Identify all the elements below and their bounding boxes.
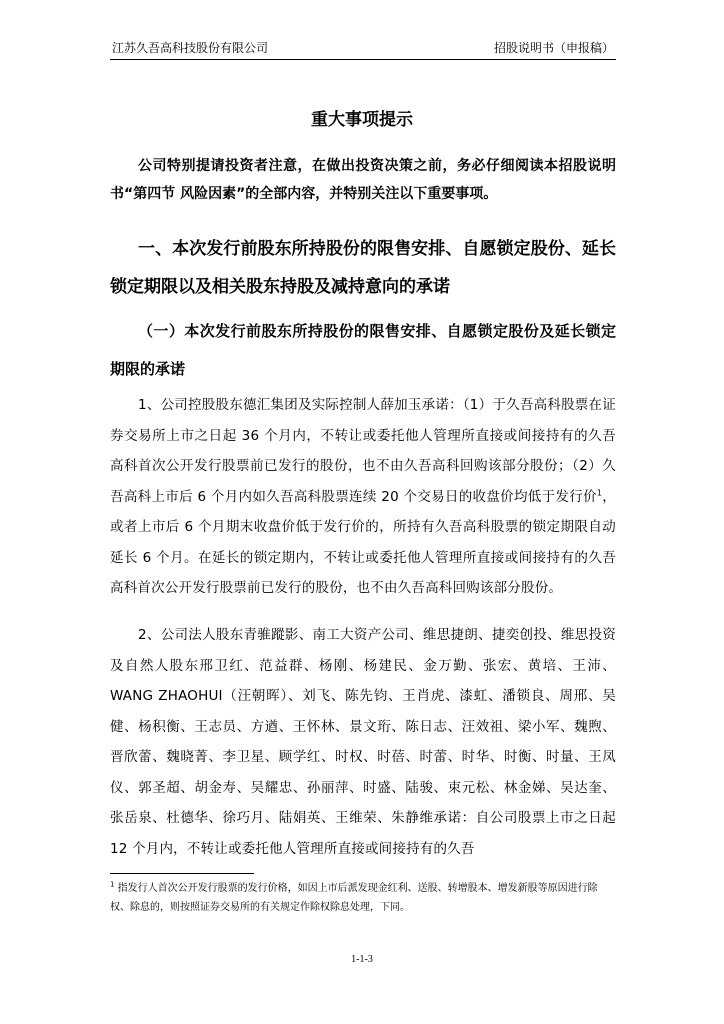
footnote-mark: 1 bbox=[110, 880, 115, 889]
footnote bbox=[110, 879, 616, 917]
footnote-reference: 1 bbox=[596, 488, 603, 497]
paragraph-1-text-a: 1、公司控股股东德汇集团及实际控制人薛加玉承诺：（1）于久吾高科股票在证券交易所上市之日起 36 个月内，不转让或委托他人管理所直接或间接持有的久吾高科首次公开发行股票前已发行的股份，也不由久吾高科回购该部分股份；（2）久吾高科上市后 6 个月内如久吾高科股票连续 20 个交易日的收盘价均低于发行价 bbox=[110, 397, 616, 505]
footnote-text: 指发行人首次公开发行股票的发行价格，如因上市后派发现金红利、送股、转增股本、增发新股等原因进行除权、除息的，则按照证券交易所的有关规定作除权除息处理，下同。 bbox=[110, 883, 598, 913]
footnote-divider bbox=[110, 873, 254, 874]
commitment-paragraph-1 bbox=[110, 390, 616, 604]
paragraph-1-text-b: ，或者上市后 6 个月期末收盘价低于发行价的，所持有久吾高科股票的锁定期限自动延长 6 个月。在延长的锁定期内，不转让或委托他人管理所直接或间接持有的久吾高科首次公开发行股票前已发行的股份，也不由久吾高科回购该部分股份。 bbox=[110, 488, 617, 596]
page-number: 1-1-3 bbox=[351, 954, 373, 965]
header-company-name: 江苏久吾高科技股份有限公司 bbox=[112, 41, 269, 55]
header-divider bbox=[110, 59, 616, 60]
section-heading: 一、本次发行前股东所持股份的限售安排、自愿锁定股份、延长锁定期限以及相关股东持股及减持意向的承诺 bbox=[110, 239, 616, 297]
commitment-paragraph-2: 2、公司法人股东青骓蹤影、南工大资产公司、维思捷朗、捷奕创投、维思投资及自然人股东邢卫红、范益群、杨刚、杨建民、金万勤、张宏、黄培、王沛、WANG ZHAOHUI（汪朝晖）、刘飞、陈先钧、王肖虎、漆虹、潘锁良、周邢、吴健、杨积衡、王志员、方遒、王怀林、景文珩、陈日志、汪效祖、梁小军、魏煦、晋欣蕾、魏晓菁、李卫星、顾学红、时权、时蓓、时蕾、时华、时衡、时量、王凤仪、郭圣超、胡金寿、吴耀忠、孙丽萍、时盛、陆骏、束元松、林金娣、吴达奎、张岳泉、杜德华、徐巧月、陆娟英、王维荣、朱静维承诺：自公司股票上市之日起 12 个月内，不转让或委托他人管理所直接或间接持有的久吾 bbox=[110, 627, 616, 857]
header-document-type: 招股说明书（申报稿） bbox=[493, 41, 614, 55]
subsection-heading: （一）本次发行前股东所持股份的限售安排、自愿锁定股份及延长锁定期限的承诺 bbox=[110, 322, 616, 378]
intro-paragraph: 公司特别提请投资者注意，在做出投资决策之前，务必仔细阅读本招股说明书“第四节 风险因素”的全部内容，并特别关注以下重要事项。 bbox=[110, 158, 616, 202]
page-title: 重大事项提示 bbox=[311, 110, 413, 130]
